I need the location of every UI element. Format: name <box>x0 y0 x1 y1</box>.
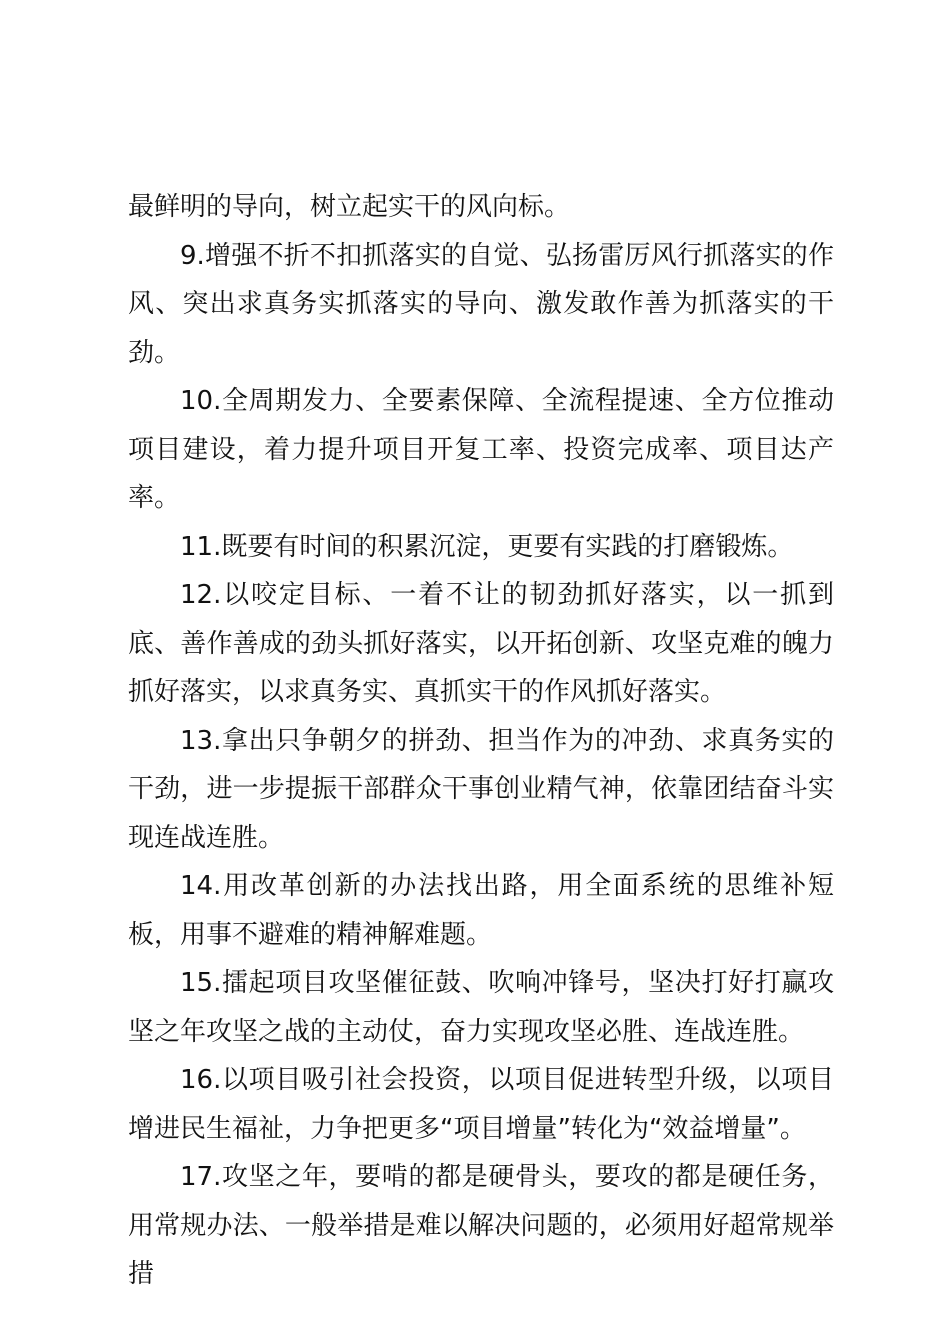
paragraph-item-11: 11.既要有时间的积累沉淀，更要有实践的打磨锻炼。 <box>180 531 794 562</box>
paragraph-item-10: 10.全周期发力、全要素保障、全流程提速、全方位推动项目建设，着力提升项目开复工率、投资完成率、项目达产率。 <box>128 386 834 513</box>
paragraph-item-9: 9.增强不折不扣抓落实的自觉、弘扬雷厉风行抓落实的作风、突出求真务实抓落实的导向、激发敢作善为抓落实的干劲。 <box>128 240 834 368</box>
paragraph-continuation: 最鲜明的导向，树立起实干的风向标。 <box>128 192 571 222</box>
paragraph-item-13: 13.拿出只争朝夕的拼劲、担当作为的冲劲、求真务实的干劲，进一步提振干部群众干事创业精气神，依靠团结奋斗实现连战连胜。 <box>128 725 834 853</box>
paragraph-item-12: 12.以咬定目标、一着不让的韧劲抓好落实，以一抓到底、善作善成的劲头抓好落实，以开拓创新、攻坚克难的魄力抓好落实，以求真务实、真抓实干的作风抓好落实。 <box>128 580 834 707</box>
document-body <box>128 183 834 1299</box>
paragraph-item-17: 17.攻坚之年，要啃的都是硬骨头，要攻的都是硬任务，用常规办法、一般举措是难以解决问题的，必须用好超常规举措 <box>128 1162 834 1289</box>
paragraph-item-16: 16.以项目吸引社会投资，以项目促进转型升级，以项目增进民生福祉，力争把更多“项目增量”转化为“效益增量”。 <box>128 1065 834 1144</box>
paragraph-item-15: 15.擂起项目攻坚催征鼓、吹响冲锋号，坚决打好打赢攻坚之年攻坚之战的主动仗，奋力实现攻坚必胜、连战连胜。 <box>128 968 834 1047</box>
paragraph-item-14: 14.用改革创新的办法找出路，用全面系统的思维补短板，用事不避难的精神解难题。 <box>128 871 834 950</box>
